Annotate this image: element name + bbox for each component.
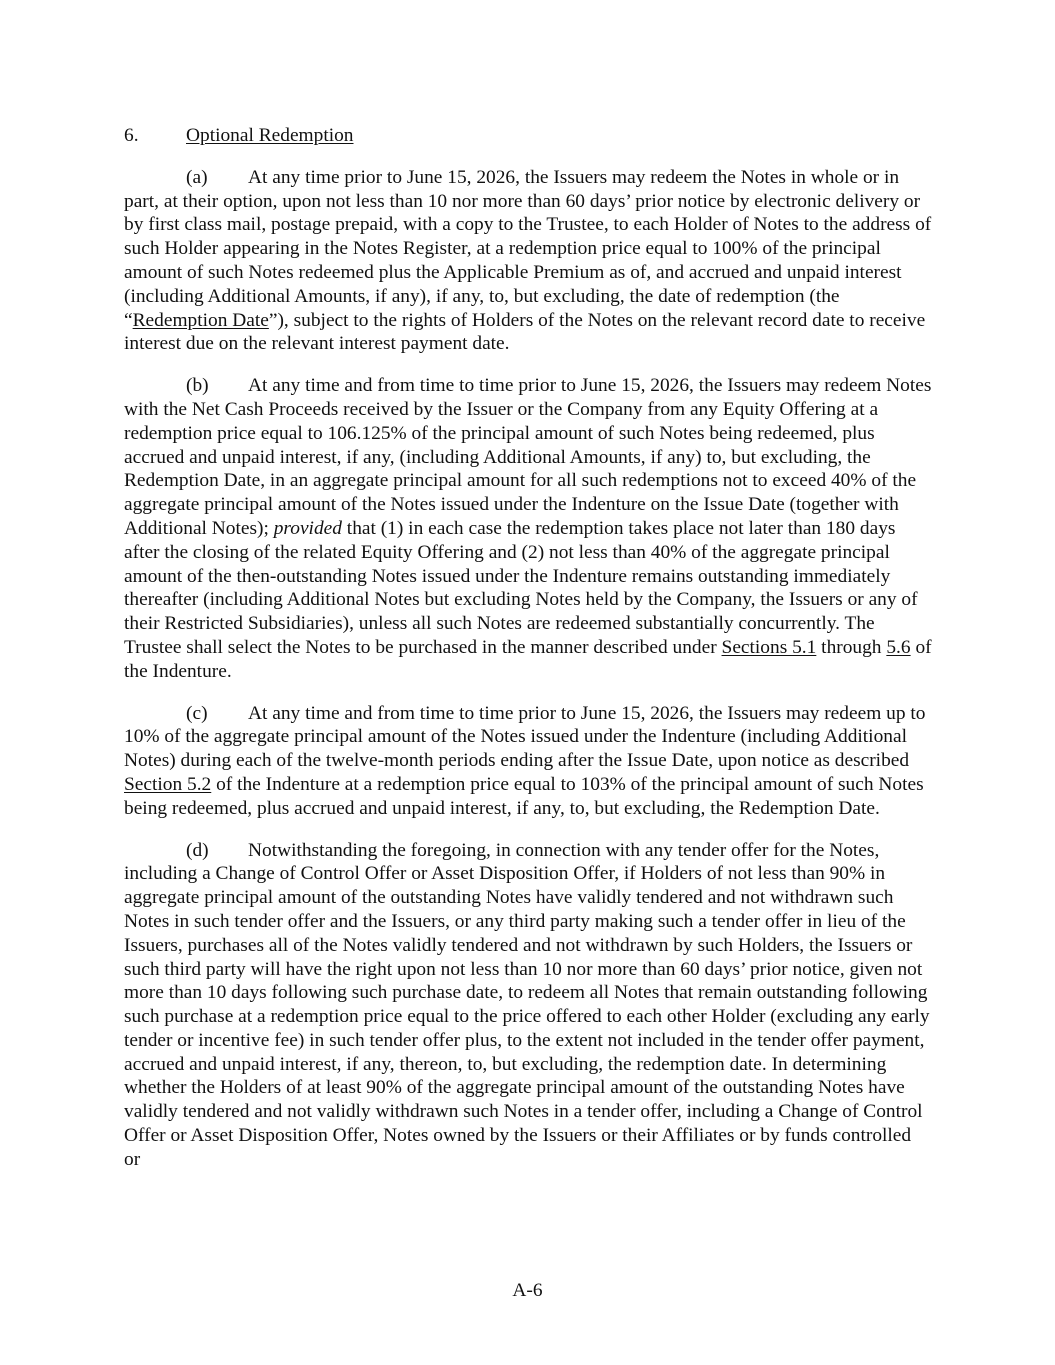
- paragraph-c-label: (c): [186, 702, 208, 724]
- paragraph-c-text-1: At any time and from time to time prior to June 15, 2026, the Issuers may redeem up to 10% of the aggregate principal amount of the Notes issued under the Indenture (including Additional Notes) during each of the twelve-month periods ending after the Issue Date, upon notice as described: [124, 702, 926, 772]
- section-number: 6.: [124, 125, 139, 146]
- section-title: Optional Redemption: [186, 125, 354, 146]
- paragraph-b-text-2: that (1) in each case the redemption takes place not later than 180 days after the closing of the related Equity Offering and (2) not less than 40% of the aggregate principal amount of the then-outstanding Notes issued under the Indenture remains outstanding immediately thereafter (including Additional Notes but excluding Notes held by the Company, the Issuers or any of their Restricted Subsidiaries), unless all such Notes are redeemed substantially concurrently. The Trustee shall select the Notes to be purchased in the manner described under: [124, 517, 918, 658]
- section-heading: [124, 124, 932, 148]
- document-page: [124, 124, 932, 1190]
- provided-term: provided: [273, 517, 342, 539]
- paragraph-a-label: (a): [186, 166, 208, 188]
- paragraph-c-text-2: of the Indenture at a redemption price equal to 103% of the principal amount of such Notes being redeemed, plus accrued and unpaid interest, if any, to, but excluding, the Redemption Date.: [124, 773, 924, 819]
- paragraph-d: [124, 839, 932, 1172]
- page-number: A-6: [512, 1280, 543, 1301]
- paragraph-c: [124, 702, 932, 821]
- defined-term-redemption-date: Redemption Date: [132, 309, 269, 331]
- paragraph-b-label: (b): [186, 375, 209, 397]
- paragraph-b: [124, 374, 932, 683]
- paragraph-b-text-4: of the Indenture.: [124, 636, 932, 682]
- paragraph-a-text-2: ”), subject to the rights of Holders of the Notes on the relevant record date to receive interest due on the relevant interest payment date.: [124, 309, 926, 355]
- paragraph-b-text-1: At any time and from time to time prior to June 15, 2026, the Issuers may redeem Notes with the Net Cash Proceeds received by the Issuer or the Company from any Equity Offering at a redemption price equal to 106.125% of the principal amount of such Notes being redeemed, plus accrued and unpaid interest, if any, (including Additional Amounts, if any) to, but excluding, the Redemption Date, in an aggregate principal amount for all such redemptions not to exceed 40% of the aggregate principal amount of the Notes issued under the Indenture on the Issue Date (together with Additional Notes);: [124, 375, 932, 539]
- section-reference-5-1: Sections 5.1: [721, 636, 817, 658]
- paragraph-b-text-3: through: [816, 636, 887, 658]
- paragraph-a-text-1: At any time prior to June 15, 2026, the Issuers may redeem the Notes in whole or in part, at their option, upon not less than 10 nor more than 60 days’ prior notice by electronic delivery or by first class mail, postage prepaid, with a copy to the Trustee, to each Holder of Notes to the address of such Holder appearing in the Notes Register, at a redemption price equal to 100% of the principal amount of such Notes redeemed plus the Applicable Premium as of, and accrued and unpaid interest (including Additional Amounts, if any), if any, to, but excluding, the date of redemption (the “: [124, 166, 932, 331]
- paragraph-d-text-1: Notwithstanding the foregoing, in connection with any tender offer for the Notes, including a Change of Control Offer or Asset Disposition Offer, if Holders of not less than 90% in aggregate principal amount of the outstanding Notes have validly tendered and not withdrawn such Notes in such tender offer and the Issuers, or any third party making such a tender offer in lieu of the Issuers, purchases all of the Notes validly tendered and not withdrawn by such Holders, the Issuers or such third party will have the right upon not less than 10 nor more than 60 days’ prior notice, given not more than 10 days following such purchase date, to redeem all Notes that remain outstanding following such purchase at a redemption price equal to the price offered to each other Holder (excluding any early tender or incentive fee) in such tender offer plus, to the extent not included in the tender offer payment, accrued and unpaid interest, if any, thereon, to, but excluding, the redemption date. In determining whether the Holders of at least 90% of the aggregate principal amount of the outstanding Notes have validly tendered and not validly withdrawn such Notes in a tender offer, including a Change of Control Offer or Asset Disposition Offer, Notes owned by the Issuers or their Affiliates or by funds controlled or: [124, 839, 930, 1170]
- paragraph-d-label: (d): [186, 839, 209, 861]
- section-reference-5-6: 5.6: [886, 636, 911, 658]
- paragraph-a: [124, 166, 932, 356]
- section-reference-5-2: Section 5.2: [124, 773, 212, 795]
